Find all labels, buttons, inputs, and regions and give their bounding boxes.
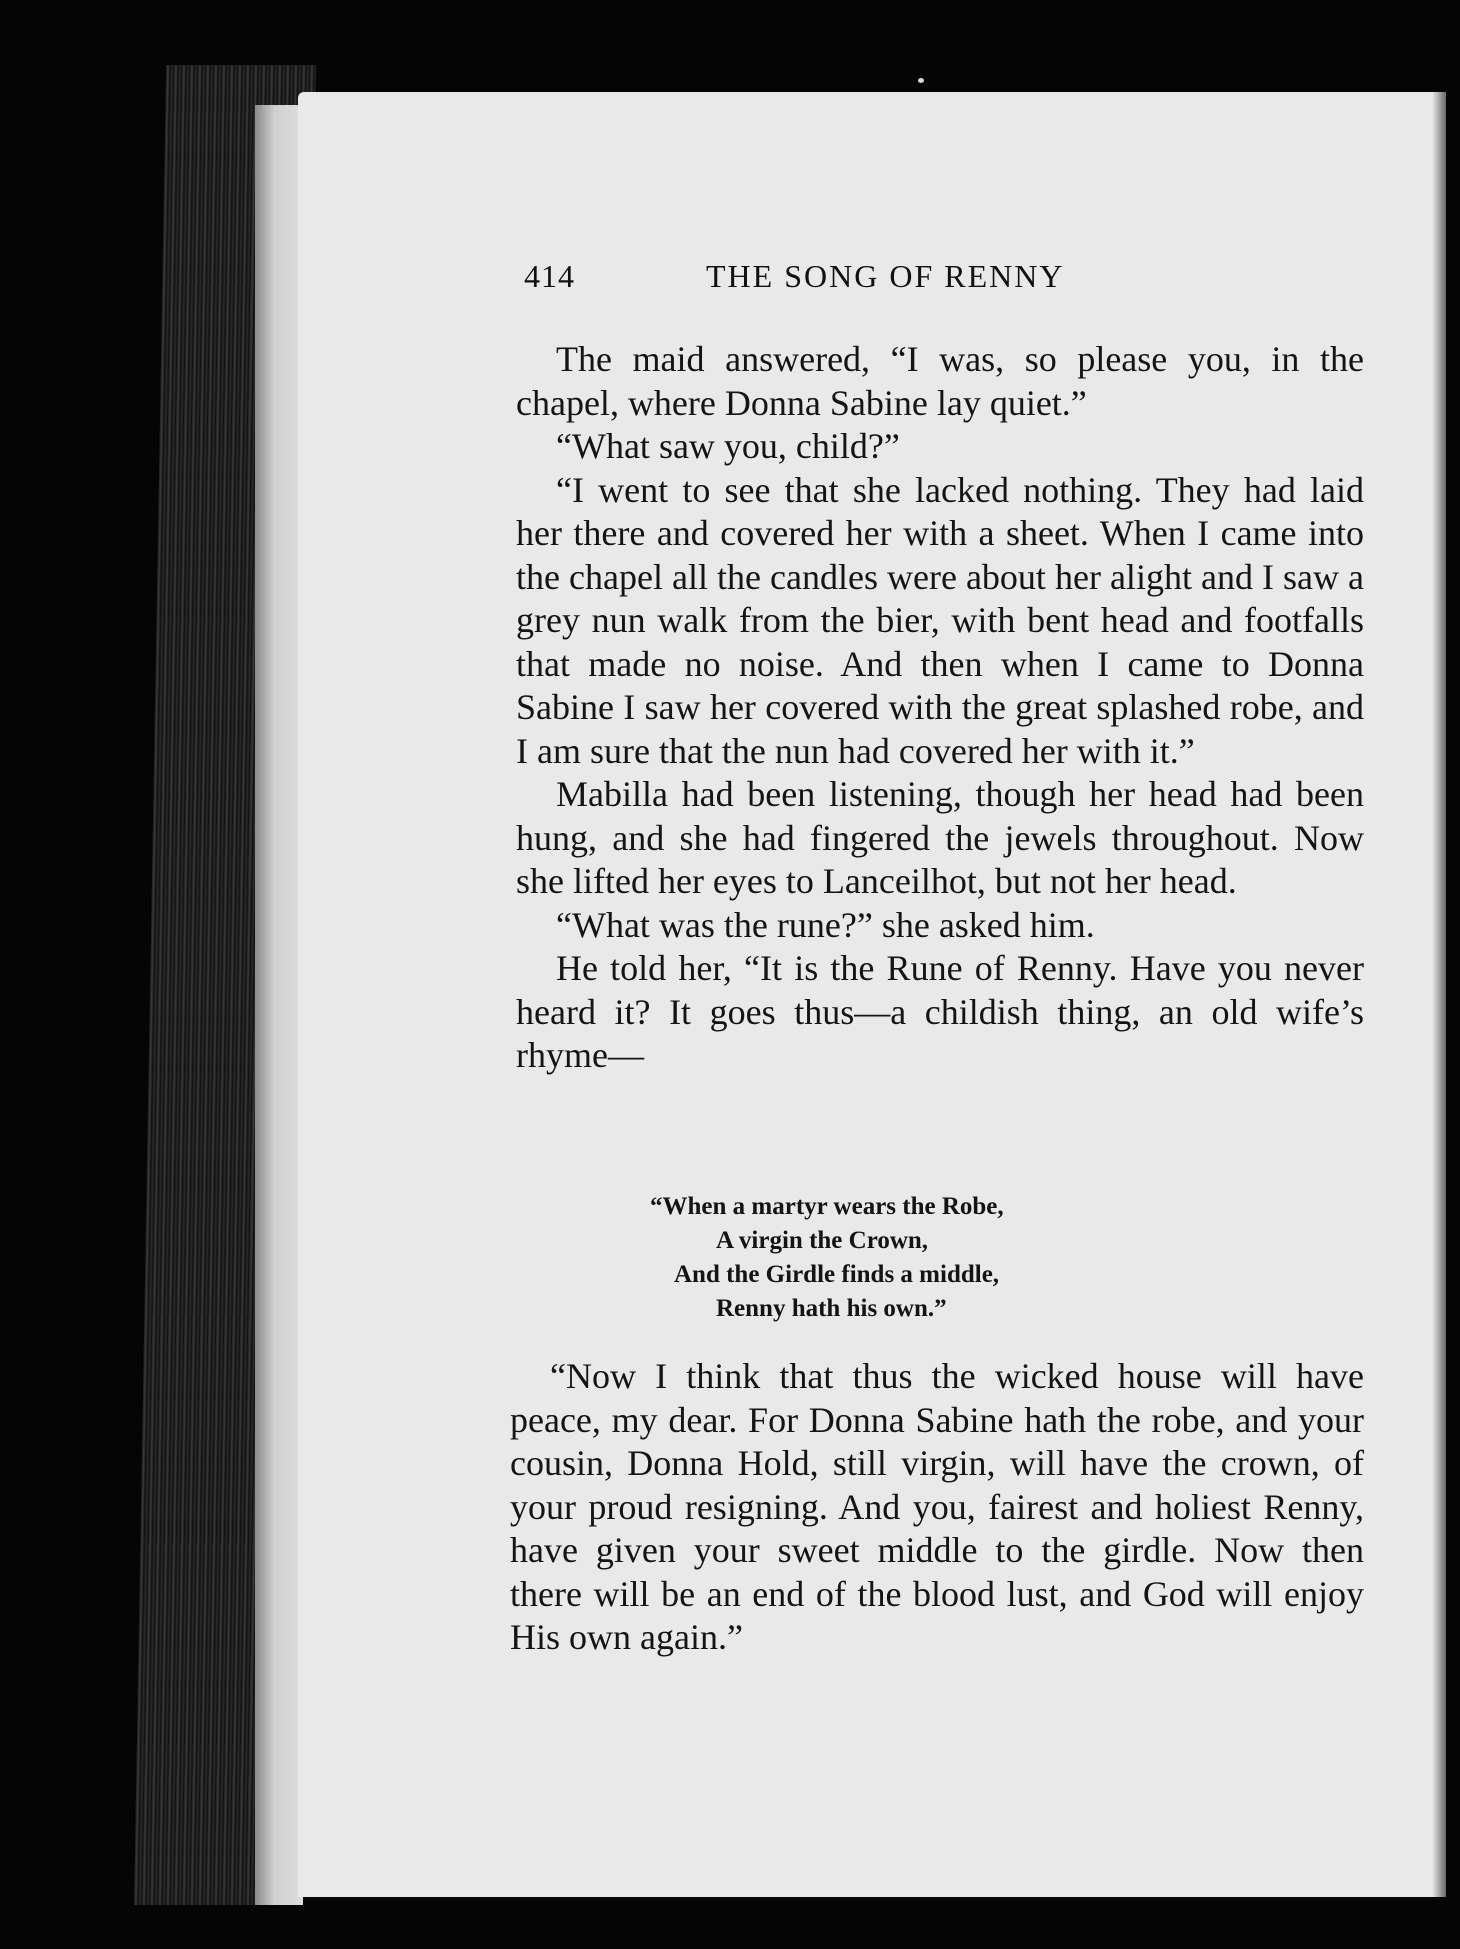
paragraph: He told her, “It is the Rune of Renny. Have you never heard it? It goes thus—a childish thing, an old wife’s rhyme— xyxy=(516,948,1364,1075)
paragraph: “What was the rune?” she asked him. xyxy=(556,904,1095,945)
rune-verse xyxy=(516,1190,1364,1326)
book-page xyxy=(298,92,1446,1897)
body-text xyxy=(516,338,1364,1078)
verse-line: And the Girdle finds a middle, xyxy=(674,1261,1000,1288)
paragraph: “What saw you, child?” xyxy=(556,426,900,466)
running-head: THE SONG OF RENNY xyxy=(706,258,1065,294)
verse-line: Renny hath his own.” xyxy=(716,1295,947,1322)
paragraph: “Now I think that thus the wicked house will have peace, my dear. For Donna Sabine hath the robe, and your cousin, Donna Hold, still virgin, will have the crown, of your proud resigning. And you, fairest and holiest Renny, have given your sweet middle to the girdle. Now then there will be an end of the blood lust, and God will enjoy His own again.” xyxy=(510,1356,1364,1657)
paragraph: Mabilla had been listening, though her head had been hung, and she had fingered the jewels throughout. Now she lifted her eyes to Lanceilhot, but not her head. xyxy=(516,774,1364,901)
paragraph: The maid answered, “I was, so please you, in the chapel, where Donna Sabine lay quiet.” xyxy=(516,339,1364,423)
page-edges xyxy=(255,105,303,1905)
verse-line: “When a martyr wears the Robe, xyxy=(650,1193,1004,1220)
verse-line: A virgin the Crown, xyxy=(716,1227,929,1254)
closing-text xyxy=(510,1355,1364,1660)
paragraph: “I went to see that she lacked nothing. They had laid her there and covered her with a sheet. When I came into the chapel all the candles were about her alight and I saw a grey nun walk from the bier, with bent head and footfalls that made no noise. And then when I came to Donna Sabine I saw her covered with the great splashed robe, and I am sure that the nun had covered her with it.” xyxy=(516,469,1364,771)
page-number: 414 xyxy=(524,258,575,294)
